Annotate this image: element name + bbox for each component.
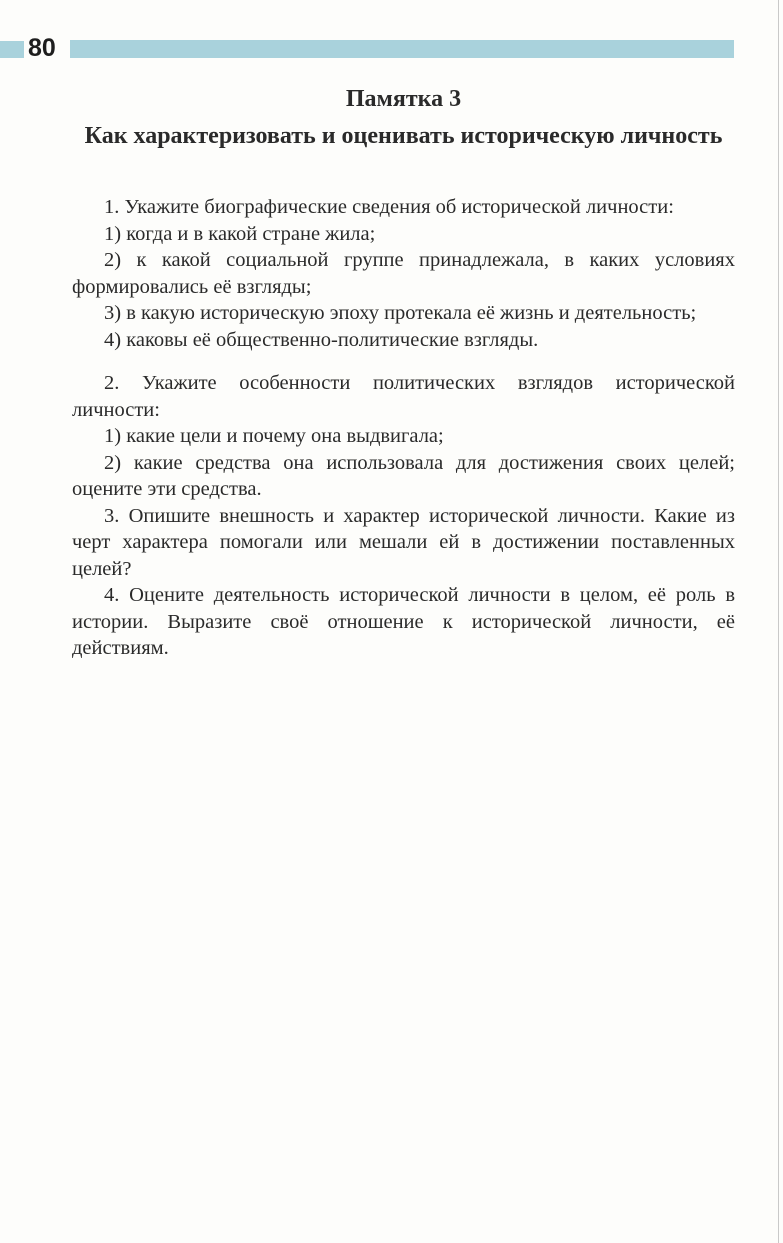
item-2-sub-2: 2) какие средства она использовала для достижения своих целей; оцените эти средства.	[72, 451, 735, 500]
section-gap	[72, 353, 735, 370]
page-edge-line	[778, 0, 779, 1243]
item-1-sub-1: 1) когда и в какой стране жила;	[104, 222, 376, 245]
page-header	[0, 34, 735, 62]
item-3: 3. Опишите внешность и характер исторической личности. Какие из черт характера помогали или мешали ей в достижении поставленных целей?	[72, 504, 735, 580]
memo-number: Памятка 3	[345, 86, 462, 112]
header-bar-right	[70, 40, 734, 58]
item-1-sub-4: 4) каковы её общественно-политические взгляды.	[104, 328, 539, 351]
page-number: 80	[28, 34, 56, 62]
item-2: 2. Укажите особенности политических взглядов исторической личности:	[72, 372, 735, 421]
item-1-sub-2: 2) к какой социальной группе принадлежала, в каких условиях формировались её взгляды;	[72, 249, 735, 298]
memo-body	[72, 194, 735, 662]
item-4: 4. Оцените деятельность исторической личности в целом, её роль в истории. Выразите своё отношение к исторической личности, её действиям.	[72, 584, 735, 659]
item-1: 1. Укажите биографические сведения об исторической личности:	[104, 196, 674, 218]
memo-title: Как характеризовать и оценивать историческую личность	[84, 123, 723, 149]
item-2-sub-1: 1) какие цели и почему она выдвигала;	[104, 425, 444, 447]
header-bar-left	[0, 41, 24, 58]
item-1-sub-3: 3) в какую историческую эпоху протекала её жизнь и деятельность;	[104, 302, 697, 324]
